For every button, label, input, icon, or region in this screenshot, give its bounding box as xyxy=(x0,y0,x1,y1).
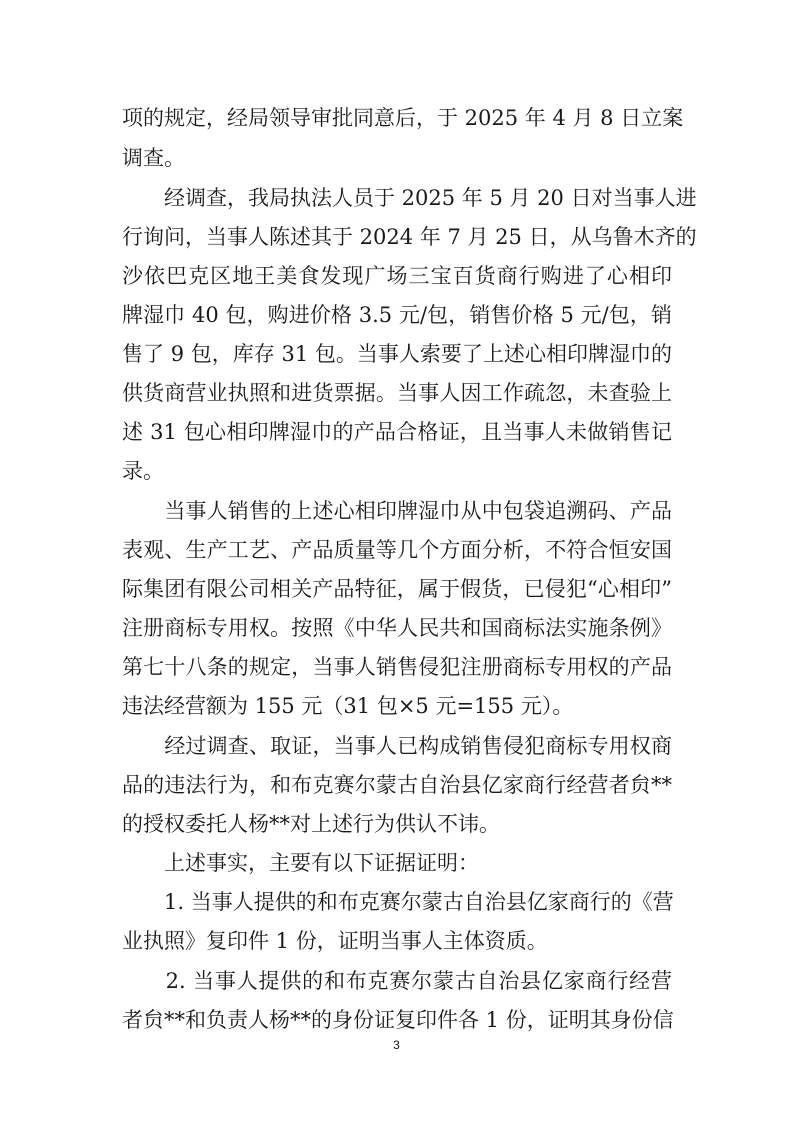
text-line: 沙依巴克区地王美食发现广场三宝百货商行购进了心相印 xyxy=(122,264,672,288)
text-line: 售了 9 包，库存 31 包。当事人索要了上述心相印牌湿巾的 xyxy=(122,342,672,366)
text-line: 经调查，我局执法人员于 2025 年 5 月 20 日对当事人进 xyxy=(122,186,697,210)
text-line: 上述事实，主要有以下证据证明： xyxy=(122,851,479,875)
page-number: 3 xyxy=(393,1038,400,1052)
text-line: 第七十八条的规定，当事人销售侵犯注册商标专用权的产品 xyxy=(122,655,672,679)
text-line: 当事人销售的上述心相印牌湿巾从中包袋追溯码、产品 xyxy=(122,499,672,523)
text-line: 品的违法行为，和布克赛尔蒙古自治县亿家商行经营者贠** xyxy=(122,773,672,797)
text-line: 项的规定，经局领导审批同意后，于 2025 年 4 月 8 日立案 xyxy=(122,106,684,130)
text-line: 经过调查、取证，当事人已构成销售侵犯商标专用权商 xyxy=(122,734,672,758)
text-line: 述 31 包心相印牌湿巾的产品合格证，且当事人未做销售记 xyxy=(122,420,672,444)
text-line: 牌湿巾 40 包，购进价格 3.5 元/包，销售价格 5 元/包，销 xyxy=(122,303,672,327)
text-line: 际集团有限公司相关产品特征，属于假货，已侵犯“心相印” xyxy=(122,577,672,601)
text-line: 者贠**和负责人杨**的身份证复印件各 1 份，证明其身份信 xyxy=(122,1008,674,1032)
text-line: 2. 当事人提供的和布克赛尔蒙古自治县亿家商行经营 xyxy=(122,969,672,993)
text-line: 业执照》复印件 1 份，证明当事人主体资质。 xyxy=(122,929,548,953)
text-line: 行询问，当事人陈述其于 2024 年 7 月 25 日，从乌鲁木齐的 xyxy=(122,225,697,249)
text-line: 录。 xyxy=(122,459,164,483)
text-line: 调查。 xyxy=(122,146,185,170)
text-line: 违法经营额为 155 元（31 包×5 元=155 元）。 xyxy=(122,694,574,718)
text-line: 表观、生产工艺、产品质量等几个方面分析，不符合恒安国 xyxy=(122,538,672,562)
text-line: 1. 当事人提供的和布克赛尔蒙古自治县亿家商行的《营 xyxy=(122,890,674,914)
text-line: 供货商营业执照和进货票据。当事人因工作疏忽，未查验上 xyxy=(122,381,672,405)
text-line: 注册商标专用权。按照《中华人民共和国商标法实施条例》 xyxy=(122,616,672,640)
text-line: 的授权委托人杨**对上述行为供认不讳。 xyxy=(122,812,500,836)
